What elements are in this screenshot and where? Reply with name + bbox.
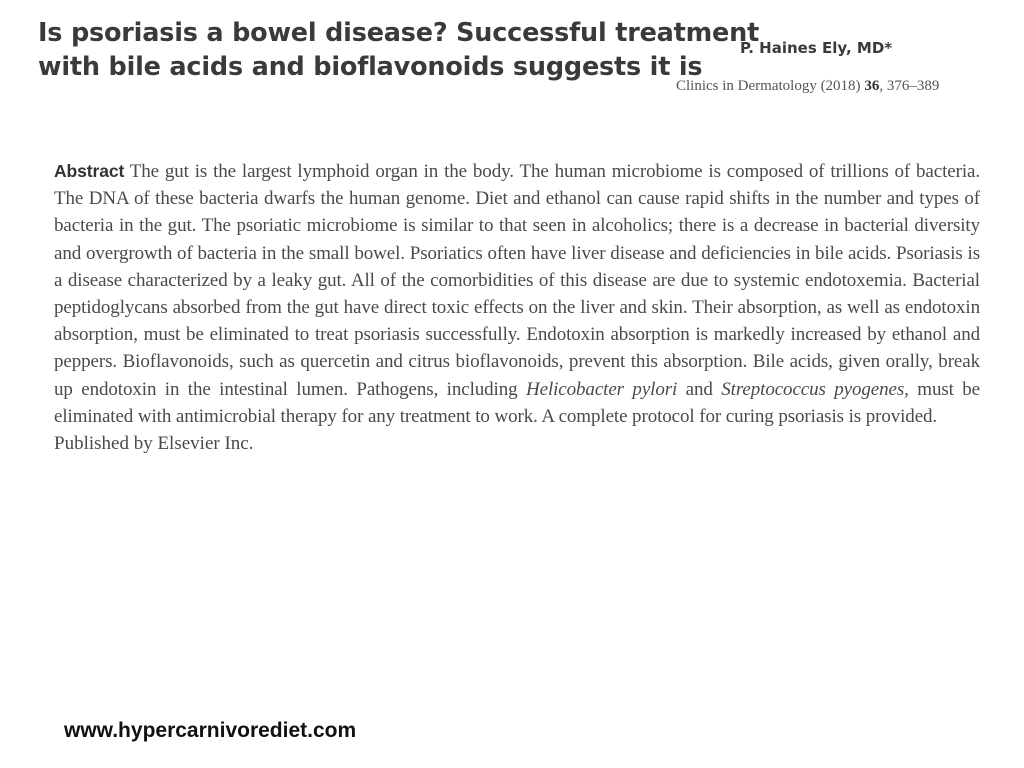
citation-pages: , 376–389 <box>879 78 940 94</box>
abstract-paragraph <box>54 158 980 430</box>
slide-title <box>38 16 760 84</box>
title-line-1: Is psoriasis a bowel disease? Successful treatment <box>38 18 760 48</box>
author-name: P. Haines Ely, MD* <box>740 39 893 57</box>
abstract-italic-species-2: Streptococcus pyogenes, <box>721 378 909 400</box>
website-url: www.hypercarnivorediet.com <box>64 719 357 742</box>
abstract-text-1: The gut is the largest lymphoid organ in the body. The human microbiome is composed of trillions of bacteria. The DNA of these bacteria dwarfs the human genome. Diet and ethanol can cause rapid shifts in the number and types of bacteria in the gut. The psoriatic microbiome is similar to that seen in alcoholics; there is a decrease in bacterial diversity and overgrowth of bacteria in the small bowel. Psoriatics often have liver disease and deficiencies in bile acids. Psoriasis is a disease characterized by a leaky gut. All of the comorbidities of this disease are due to systemic endotoxemia. Bacterial peptidoglycans absorbed from the gut have direct toxic effects on the liver and skin. Their absorption, as well as endotoxin absorption, must be eliminated to treat psoriasis successfully. Endotoxin absorption is markedly increased by ethanol and peppers. Bioflavonoids, such as quercetin and citrus bioflavonoids, prevent this absorption. Bile acids, given orally, break up endotoxin in the intestinal lumen. Pathogens, including <box>54 161 980 400</box>
journal-citation <box>676 76 939 96</box>
abstract-excerpt <box>54 158 980 498</box>
abstract-text-2: and <box>677 378 722 400</box>
title-line-2: with bile acids and bioflavonoids suggests it is <box>38 52 703 82</box>
abstract-text-3: must be eliminated with antimicrobial therapy for any treatment to work. A complete protocol for curing psoriasis is provided. <box>54 378 980 427</box>
abstract-label: Abstract <box>54 161 125 181</box>
citation-journal: Clinics in Dermatology (2018) <box>676 78 865 94</box>
citation-volume: 36 <box>864 78 880 94</box>
publisher-line: Published by Elsevier Inc. <box>54 433 254 455</box>
abstract-italic-species-1: Helicobacter pylori <box>525 378 678 400</box>
